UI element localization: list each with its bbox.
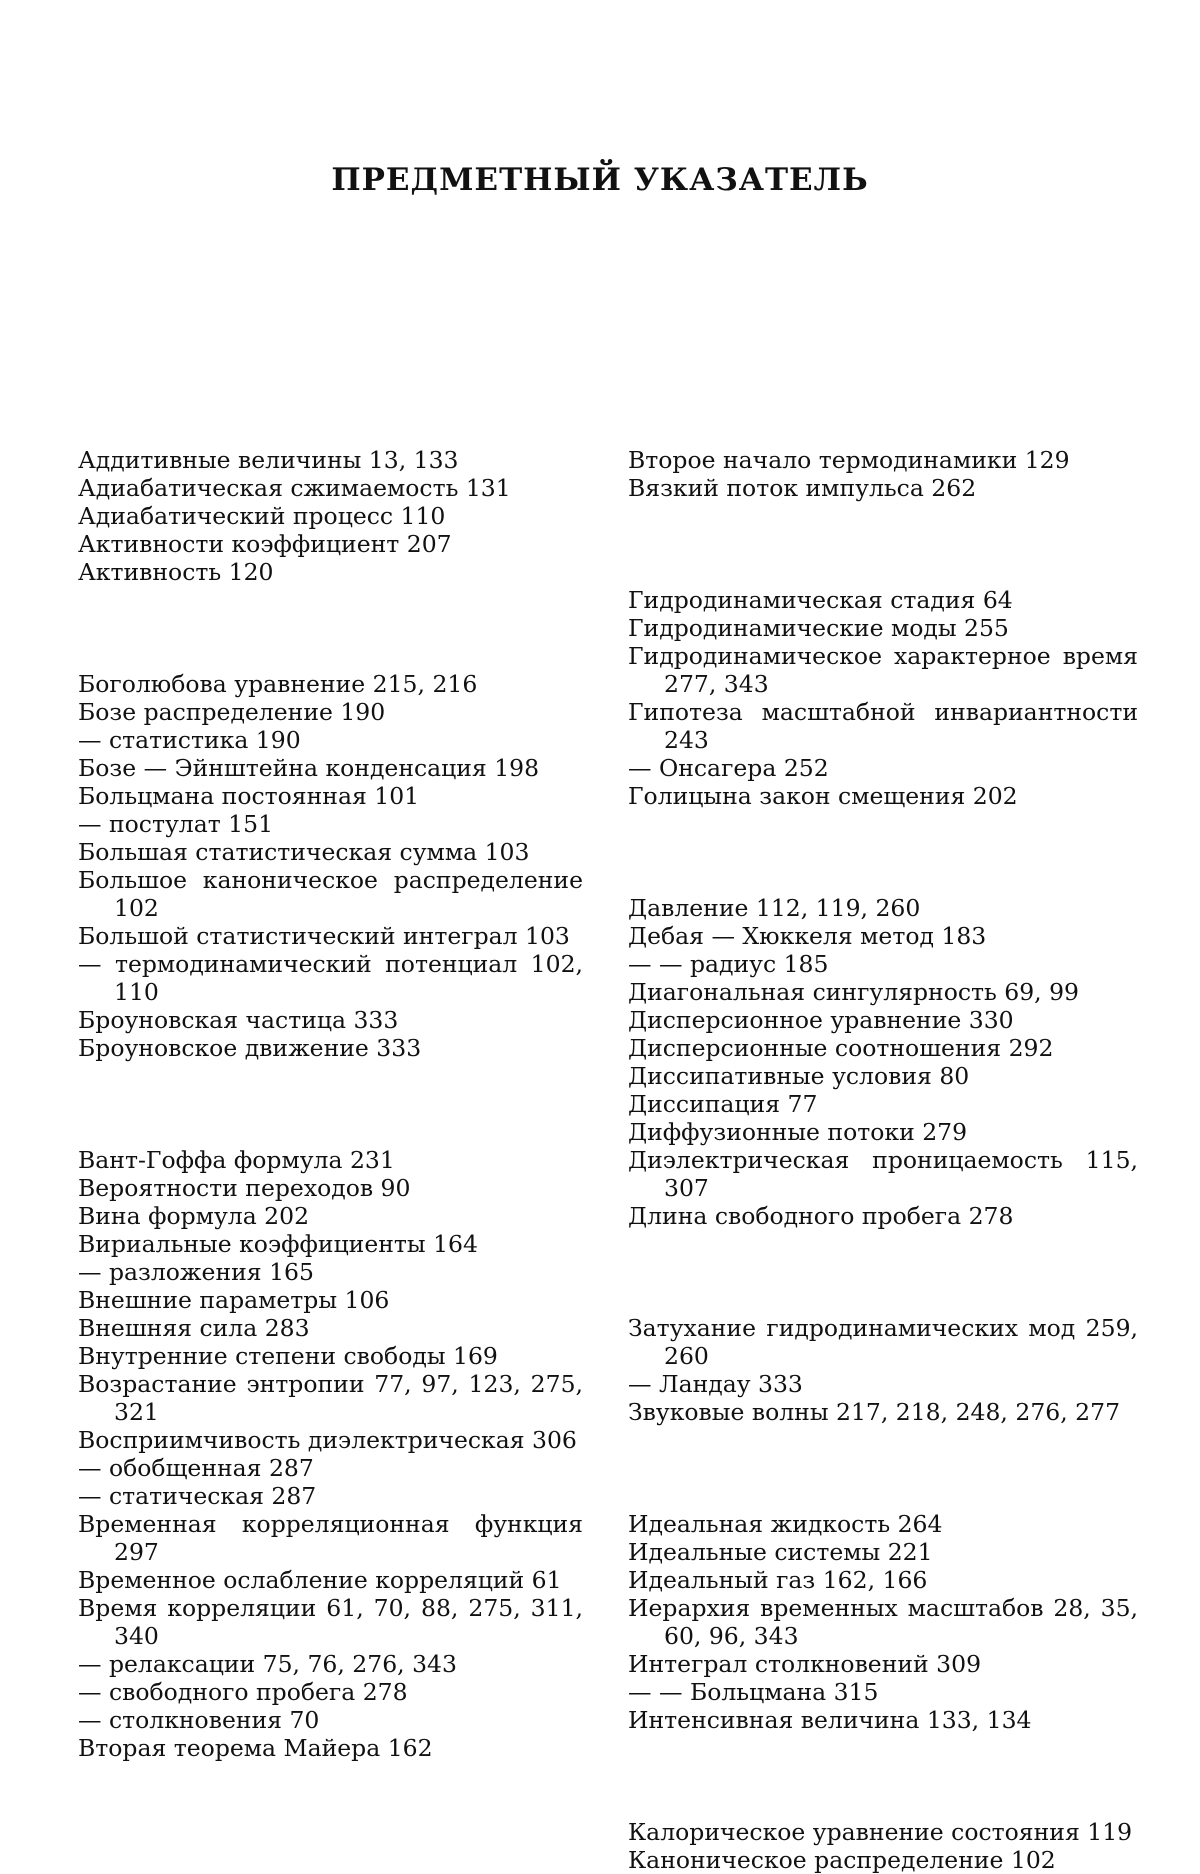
index-entry: Бозе распределение 190 <box>78 698 386 726</box>
index-entry: Диссипация 77 <box>628 1090 818 1118</box>
index-entry: Калорическое уравнение состояния 119 <box>628 1818 1133 1846</box>
index-letter-group <box>78 1146 583 1762</box>
index-entry: — столкновения 70 <box>78 1706 320 1734</box>
index-entry: Гидродинамическая стадия 64 <box>628 586 1013 614</box>
index-entry: — статическая 287 <box>78 1482 317 1510</box>
index-entry: Вторая теорема Майера 162 <box>78 1734 433 1762</box>
index-entry: Адиабатический процесс 110 <box>78 502 446 530</box>
index-entry: Броуновское движение 333 <box>78 1034 422 1062</box>
index-entry: — свободного пробега 278 <box>78 1678 408 1706</box>
index-column-left <box>78 446 583 1762</box>
index-entry: Внешняя сила 283 <box>78 1314 310 1342</box>
index-entry: Давление 112, 119, 260 <box>628 894 921 922</box>
index-entry: Большой статистический интеграл 103 <box>78 922 570 950</box>
index-entry: Дисперсионные соотношения 292 <box>628 1034 1054 1062</box>
page-title: ПРЕДМЕТНЫЙ УКАЗАТЕЛЬ <box>331 162 869 198</box>
index-entry: Адиабатическая сжимаемость 131 <box>78 474 511 502</box>
index-entry: Время корреляции 61, 70, 88, 275, 311, 340 <box>78 1594 583 1650</box>
index-column-right <box>628 446 1138 1874</box>
index-entry: Каноническое распределение 102 <box>628 1846 1056 1874</box>
index-entry: — статистика 190 <box>78 726 301 754</box>
index-entry: Гидродинамические моды 255 <box>628 614 1009 642</box>
index-entry: Идеальные системы 221 <box>628 1538 933 1566</box>
index-entry: — релаксации 75, 76, 276, 343 <box>78 1650 457 1678</box>
index-entry: Гидродинамическое характерное время 277, 343 <box>628 642 1138 698</box>
index-entry: Аддитивные величины 13, 133 <box>78 446 459 474</box>
index-letter-group <box>628 1510 1138 1734</box>
index-entry: Диэлектрическая проницаемость 115, 307 <box>628 1146 1138 1202</box>
index-entry: Внешние параметры 106 <box>78 1286 390 1314</box>
index-entry: Вириальные коэффициенты 164 <box>78 1230 478 1258</box>
index-entry: Идеальный газ 162, 166 <box>628 1566 928 1594</box>
index-letter-group <box>628 1818 1138 1874</box>
index-entry: Возрастание энтропии 77, 97, 123, 275, 321 <box>78 1370 583 1426</box>
index-entry: Звуковые волны 217, 218, 248, 276, 277 <box>628 1398 1121 1426</box>
index-entry: Временное ослабление корреляций 61 <box>78 1566 562 1594</box>
index-entry: — разложения 165 <box>78 1258 314 1286</box>
index-entry: Боголюбова уравнение 215, 216 <box>78 670 478 698</box>
index-letter-group <box>78 670 583 1062</box>
index-entry: Интенсивная величина 133, 134 <box>628 1706 1032 1734</box>
index-entry: Внутренние степени свободы 169 <box>78 1342 498 1370</box>
index-entry: Вина формула 202 <box>78 1202 310 1230</box>
index-entry: Идеальная жидкость 264 <box>628 1510 943 1538</box>
index-entry: Броуновская частица 333 <box>78 1006 399 1034</box>
index-letter-group <box>628 446 1138 502</box>
index-letter-group <box>628 1314 1138 1426</box>
index-entry: Вязкий поток импульса 262 <box>628 474 977 502</box>
index-entry: Диссипативные условия 80 <box>628 1062 970 1090</box>
index-entry: Вант-Гоффа формула 231 <box>78 1146 395 1174</box>
index-entry: Активность 120 <box>78 558 274 586</box>
index-entry: Больцмана постоянная 101 <box>78 782 420 810</box>
index-entry: Интеграл столкновений 309 <box>628 1650 982 1678</box>
index-letter-group <box>628 894 1138 1230</box>
index-entry: Восприимчивость диэлектрическая 306 <box>78 1426 577 1454</box>
index-entry: Вероятности переходов 90 <box>78 1174 411 1202</box>
index-entry: — обобщенная 287 <box>78 1454 314 1482</box>
index-entry: Большое каноническое распределение 102 <box>78 866 583 922</box>
index-entry: Диффузионные потоки 279 <box>628 1118 968 1146</box>
index-entry: Затухание гидродинамических мод 259, 260 <box>628 1314 1138 1370</box>
index-entry: Диагональная сингулярность 69, 99 <box>628 978 1080 1006</box>
index-entry: — постулат 151 <box>78 810 274 838</box>
index-letter-group <box>628 586 1138 810</box>
index-entry: Большая статистическая сумма 103 <box>78 838 530 866</box>
index-entry: — — радиус 185 <box>628 950 829 978</box>
index-entry: Иерархия временных масштабов 28, 35, 60, 96, 343 <box>628 1594 1138 1650</box>
index-entry: Дебая — Хюккеля метод 183 <box>628 922 987 950</box>
index-entry: Длина свободного пробега 278 <box>628 1202 1014 1230</box>
index-entry: Активности коэффициент 207 <box>78 530 452 558</box>
index-entry: — Ландау 333 <box>628 1370 803 1398</box>
index-entry: — — Больцмана 315 <box>628 1678 879 1706</box>
index-entry: Второе начало термодинамики 129 <box>628 446 1070 474</box>
index-entry: Дисперсионное уравнение 330 <box>628 1006 1014 1034</box>
index-entry: Бозе — Эйнштейна конденсация 198 <box>78 754 540 782</box>
index-entry: Временная корреляционная функция 297 <box>78 1510 583 1566</box>
index-entry: Гипотеза масштабной инвариантности 243 <box>628 698 1138 754</box>
index-entry: — Онсагера 252 <box>628 754 829 782</box>
index-entry: — термодинамический потенциал 102, 110 <box>78 950 583 1006</box>
index-entry: Голицына закон смещения 202 <box>628 782 1018 810</box>
index-letter-group <box>78 446 583 586</box>
